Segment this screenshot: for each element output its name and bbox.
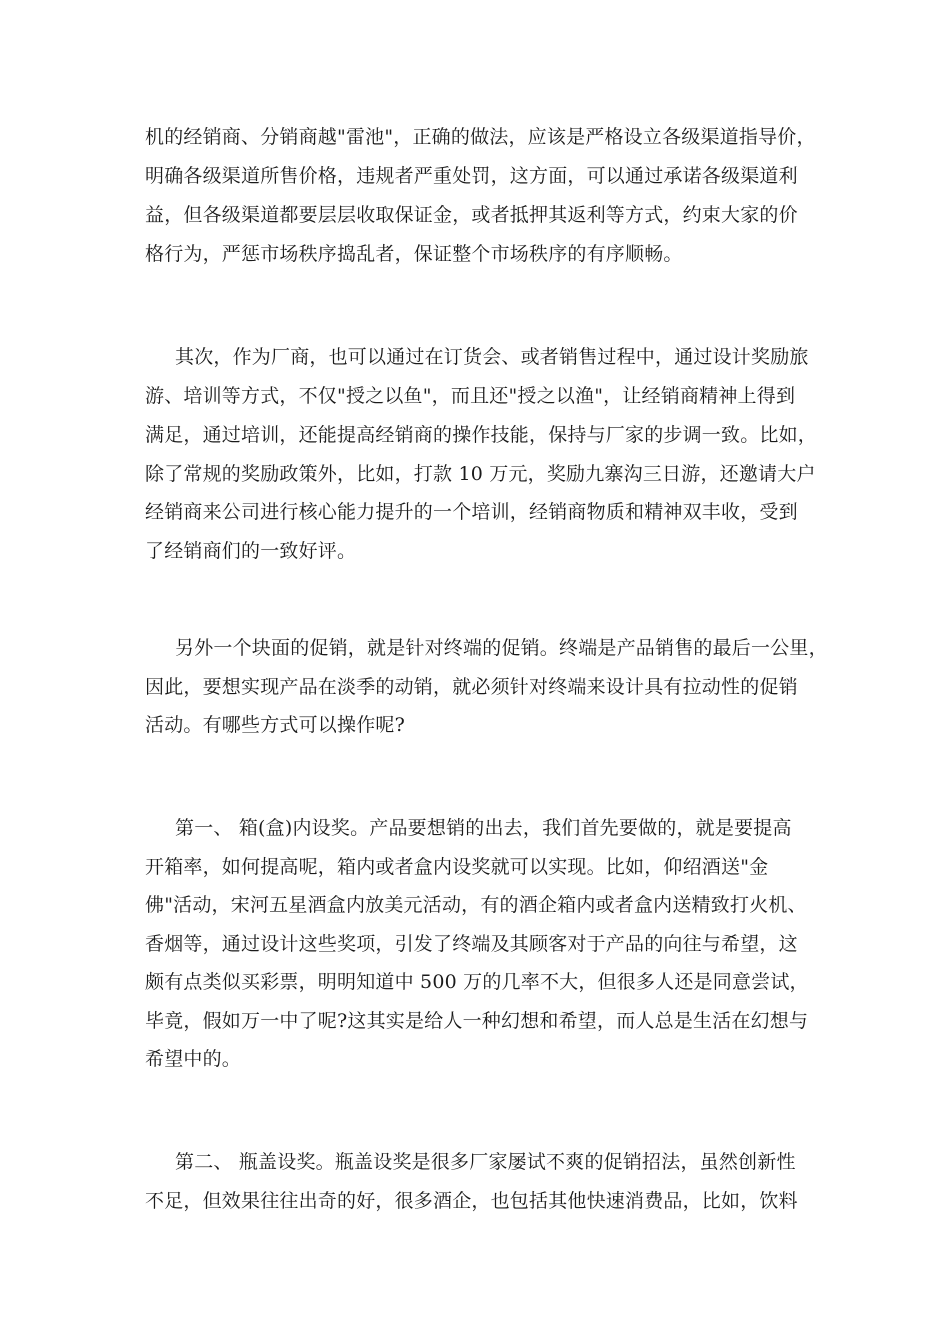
text-line: 游、培训等方式，不仅"授之以鱼"，而且还"授之以渔"，让经销商精神上得到 xyxy=(145,385,796,407)
text-line: 希望中的。 xyxy=(145,1048,242,1070)
text-line: 香烟等，通过设计这些奖项，引发了终端及其顾客对于产品的向往与希望，这 xyxy=(145,933,798,955)
text-line: 颇有点类似买彩票，明明知道中 500 万的几率不大，但很多人还是同意尝试， xyxy=(145,971,809,993)
text-line: 开箱率，如何提高呢，箱内或者盒内设奖就可以实现。比如，仰绍酒送"金 xyxy=(145,856,769,878)
text-line: 满足，通过培训，还能提高经销商的操作技能，保持与厂家的步调一致。比如， xyxy=(145,424,818,446)
text-line: 第二、 瓶盖设奖。瓶盖设奖是很多厂家屡试不爽的促销招法，虽然创新性 xyxy=(175,1151,796,1173)
text-line: 另外一个块面的促销，就是针对终端的促销。终端是产品销售的最后一公里， xyxy=(175,637,828,659)
text-line: 机的经销商、分销商越"雷池"，正确的做法，应该是严格设立各级渠道指导价， xyxy=(145,126,816,148)
text-line: 了经销商们的一致好评。 xyxy=(145,540,357,562)
text-line: 除了常规的奖励政策外，比如，打款 10 万元，奖励九寨沟三日游，还邀请大户 xyxy=(145,463,816,485)
text-line: 第一、 箱(盒)内设奖。产品要想销的出去，我们首先要做的，就是要提高 xyxy=(175,817,792,839)
text-line: 不足，但效果往往出奇的好，很多酒企，也包括其他快速消费品，比如，饮料 xyxy=(145,1190,798,1212)
text-line: 活动。有哪些方式可以操作呢? xyxy=(145,714,405,736)
text-line: 因此，要想实现产品在淡季的动销，就必须针对终端来设计具有拉动性的促销 xyxy=(145,676,798,698)
text-line: 经销商来公司进行核心能力提升的一个培训，经销商物质和精神双丰收，受到 xyxy=(145,501,798,523)
text-line: 毕竟，假如万一中了呢?这其实是给人一种幻想和希望，而人总是生活在幻想与 xyxy=(145,1010,809,1032)
text-line: 益，但各级渠道都要层层收取保证金，或者抵押其返利等方式，约束大家的价 xyxy=(145,204,798,226)
text-line: 格行为，严惩市场秩序捣乱者，保证整个市场秩序的有序顺畅。 xyxy=(145,243,683,265)
text-line: 佛"活动，宋河五星酒盒内放美元活动，有的酒企箱内或者盒内送精致打火机、 xyxy=(145,894,807,916)
text-line: 明确各级渠道所售价格，违规者严重处罚，这方面，可以通过承诺各级渠道利 xyxy=(145,165,798,187)
text-line: 其次，作为厂商，也可以通过在订货会、或者销售过程中，通过设计奖励旅 xyxy=(175,346,809,368)
